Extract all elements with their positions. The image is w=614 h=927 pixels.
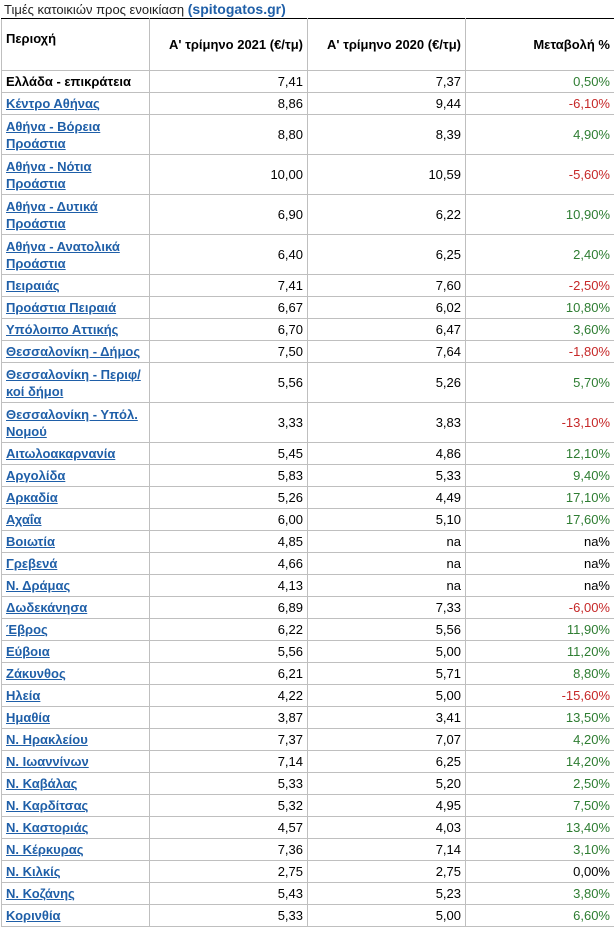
value-2020-cell: 9,44	[308, 93, 466, 115]
region-link[interactable]: Θεσσαλονίκη - Δήμος	[6, 344, 140, 359]
change-cell: 17,60%	[466, 509, 614, 531]
value-2020-cell: 3,41	[308, 707, 466, 729]
region-link[interactable]: Ν. Κοζάνης	[6, 886, 75, 901]
region-cell[interactable]	[2, 115, 150, 155]
region-cell[interactable]	[2, 795, 150, 817]
change-cell: -6,10%	[466, 93, 614, 115]
value-2020-cell: na	[308, 531, 466, 553]
change-cell: 14,20%	[466, 751, 614, 773]
table-row	[2, 115, 614, 155]
value-2021-cell: 7,37	[150, 729, 308, 751]
change-cell: 6,60%	[466, 905, 614, 927]
region-cell[interactable]	[2, 235, 150, 275]
change-cell: -5,60%	[466, 155, 614, 195]
region-link[interactable]: Δωδεκάνησα	[6, 600, 87, 615]
change-cell: 10,80%	[466, 297, 614, 319]
value-2021-cell: 7,36	[150, 839, 308, 861]
region-cell[interactable]	[2, 443, 150, 465]
table-body	[2, 71, 614, 927]
change-cell: 11,20%	[466, 641, 614, 663]
region-link[interactable]: Ν. Δράμας	[6, 578, 70, 593]
region-cell[interactable]	[2, 619, 150, 641]
value-2020-cell: 5,20	[308, 773, 466, 795]
region-link[interactable]: Προάστια Πειραιά	[6, 300, 116, 315]
table-row	[2, 275, 614, 297]
region-cell[interactable]	[2, 641, 150, 663]
table-row	[2, 663, 614, 685]
change-cell: 0,50%	[466, 71, 614, 93]
value-2020-cell: 5,00	[308, 685, 466, 707]
change-cell: na%	[466, 531, 614, 553]
table-row	[2, 729, 614, 751]
region-cell[interactable]	[2, 363, 150, 403]
value-2021-cell: 6,00	[150, 509, 308, 531]
table-row	[2, 905, 614, 927]
region-cell[interactable]	[2, 905, 150, 927]
change-cell: 3,80%	[466, 883, 614, 905]
value-2021-cell: 6,40	[150, 235, 308, 275]
region-cell[interactable]	[2, 663, 150, 685]
value-2020-cell: 2,75	[308, 861, 466, 883]
value-2020-cell: 5,26	[308, 363, 466, 403]
region-cell[interactable]	[2, 531, 150, 553]
region-cell[interactable]	[2, 155, 150, 195]
table-row	[2, 403, 614, 443]
region-link[interactable]: Βοιωτία	[6, 534, 55, 549]
value-2021-cell: 4,85	[150, 531, 308, 553]
value-2021-cell: 5,32	[150, 795, 308, 817]
value-2021-cell: 6,70	[150, 319, 308, 341]
change-cell: -13,10%	[466, 403, 614, 443]
value-2021-cell: 5,83	[150, 465, 308, 487]
region-cell[interactable]	[2, 553, 150, 575]
region-cell[interactable]	[2, 93, 150, 115]
region-cell[interactable]	[2, 465, 150, 487]
region-cell[interactable]	[2, 509, 150, 531]
change-cell: na%	[466, 575, 614, 597]
header-change: Μεταβολή %	[466, 19, 614, 71]
change-cell: 12,10%	[466, 443, 614, 465]
change-cell: -15,60%	[466, 685, 614, 707]
value-2020-cell: 4,95	[308, 795, 466, 817]
region-cell[interactable]	[2, 195, 150, 235]
value-2020-cell: 6,02	[308, 297, 466, 319]
region-link[interactable]: Ν. Καστοριάς	[6, 820, 88, 835]
region-cell[interactable]	[2, 883, 150, 905]
region-link[interactable]: Εύβοια	[6, 644, 50, 659]
value-2021-cell: 6,67	[150, 297, 308, 319]
region-cell[interactable]	[2, 275, 150, 297]
table-row	[2, 641, 614, 663]
table-row	[2, 297, 614, 319]
region-cell[interactable]	[2, 839, 150, 861]
change-cell: na%	[466, 553, 614, 575]
value-2020-cell: 5,33	[308, 465, 466, 487]
value-2021-cell: 4,57	[150, 817, 308, 839]
page-title	[0, 0, 614, 18]
table-row	[2, 443, 614, 465]
value-2020-cell: 5,00	[308, 641, 466, 663]
source-link[interactable]: (spitogatos.gr)	[188, 1, 286, 17]
table-row	[2, 707, 614, 729]
change-cell: 3,60%	[466, 319, 614, 341]
change-cell: 7,50%	[466, 795, 614, 817]
region-cell[interactable]	[2, 707, 150, 729]
region-cell[interactable]	[2, 319, 150, 341]
rent-prices-table	[1, 18, 614, 927]
table-row	[2, 817, 614, 839]
change-cell: -6,00%	[466, 597, 614, 619]
table-row	[2, 597, 614, 619]
table-row	[2, 465, 614, 487]
value-2021-cell: 7,14	[150, 751, 308, 773]
value-2020-cell: 6,25	[308, 235, 466, 275]
region-cell[interactable]	[2, 575, 150, 597]
region-cell[interactable]	[2, 597, 150, 619]
table-row	[2, 839, 614, 861]
value-2021-cell: 8,80	[150, 115, 308, 155]
value-2020-cell: 7,14	[308, 839, 466, 861]
region-link[interactable]: Αθήνα - Βόρεια Προάστια	[6, 119, 100, 151]
region-link[interactable]: Ν. Ηρακλείου	[6, 732, 88, 747]
region-link[interactable]: Αρκαδία	[6, 490, 58, 505]
change-cell: 2,50%	[466, 773, 614, 795]
region-link[interactable]: Κέντρο Αθήνας	[6, 96, 100, 111]
table-row	[2, 235, 614, 275]
table-row	[2, 195, 614, 235]
region-link[interactable]: Αθήνα - Δυτικά Προάστια	[6, 199, 98, 231]
change-cell: 9,40%	[466, 465, 614, 487]
value-2021-cell: 6,90	[150, 195, 308, 235]
value-2020-cell: 7,60	[308, 275, 466, 297]
region-cell[interactable]	[2, 297, 150, 319]
header-q1-2021: Α' τρίμηνο 2021 (€/τμ)	[150, 19, 308, 71]
table-row	[2, 319, 614, 341]
value-2020-cell: na	[308, 575, 466, 597]
region-cell: Ελλάδα - επικράτεια	[2, 71, 150, 93]
change-cell: 11,90%	[466, 619, 614, 641]
value-2020-cell: 4,86	[308, 443, 466, 465]
value-2020-cell: na	[308, 553, 466, 575]
table-row	[2, 363, 614, 403]
region-link[interactable]: Ν. Καβάλας	[6, 776, 77, 791]
change-cell: 0,00%	[466, 861, 614, 883]
region-link[interactable]: Αχαΐα	[6, 512, 42, 527]
region-link[interactable]: Ηλεία	[6, 688, 40, 703]
value-2021-cell: 3,87	[150, 707, 308, 729]
change-cell: 13,50%	[466, 707, 614, 729]
table-row	[2, 773, 614, 795]
value-2021-cell: 7,41	[150, 71, 308, 93]
table-row	[2, 883, 614, 905]
value-2021-cell: 5,33	[150, 905, 308, 927]
value-2021-cell: 7,50	[150, 341, 308, 363]
table-row	[2, 685, 614, 707]
change-cell: 4,90%	[466, 115, 614, 155]
value-2020-cell: 3,83	[308, 403, 466, 443]
region-cell[interactable]	[2, 341, 150, 363]
value-2020-cell: 10,59	[308, 155, 466, 195]
table-row	[2, 341, 614, 363]
region-link[interactable]: Ν. Κέρκυρας	[6, 842, 84, 857]
value-2021-cell: 5,43	[150, 883, 308, 905]
value-2020-cell: 6,25	[308, 751, 466, 773]
change-cell: -1,80%	[466, 341, 614, 363]
table-row	[2, 795, 614, 817]
change-cell: 3,10%	[466, 839, 614, 861]
change-cell: 4,20%	[466, 729, 614, 751]
value-2020-cell: 7,33	[308, 597, 466, 619]
value-2021-cell: 6,89	[150, 597, 308, 619]
region-link[interactable]: Ν. Κιλκίς	[6, 864, 60, 879]
value-2021-cell: 4,22	[150, 685, 308, 707]
value-2020-cell: 5,10	[308, 509, 466, 531]
change-cell: 2,40%	[466, 235, 614, 275]
table-row	[2, 71, 614, 93]
value-2020-cell: 4,49	[308, 487, 466, 509]
region-cell[interactable]	[2, 817, 150, 839]
value-2021-cell: 3,33	[150, 403, 308, 443]
table-row	[2, 553, 614, 575]
region-cell[interactable]	[2, 729, 150, 751]
change-cell: 17,10%	[466, 487, 614, 509]
region-cell[interactable]	[2, 773, 150, 795]
value-2020-cell: 7,37	[308, 71, 466, 93]
value-2021-cell: 10,00	[150, 155, 308, 195]
value-2021-cell: 5,45	[150, 443, 308, 465]
header-region: Περιοχή	[2, 19, 150, 71]
change-cell: 13,40%	[466, 817, 614, 839]
region-link[interactable]: Αργολίδα	[6, 468, 65, 483]
region-cell[interactable]	[2, 685, 150, 707]
change-cell: 8,80%	[466, 663, 614, 685]
table-row	[2, 861, 614, 883]
value-2021-cell: 4,13	[150, 575, 308, 597]
value-2020-cell: 5,71	[308, 663, 466, 685]
region-cell[interactable]	[2, 751, 150, 773]
region-link[interactable]: Πειραιάς	[6, 278, 60, 293]
table-row	[2, 619, 614, 641]
value-2021-cell: 8,86	[150, 93, 308, 115]
region-link[interactable]: Υπόλοιπο Αττικής	[6, 322, 118, 337]
value-2021-cell: 7,41	[150, 275, 308, 297]
table-row	[2, 751, 614, 773]
value-2020-cell: 4,03	[308, 817, 466, 839]
region-link[interactable]: Θεσσαλονίκη - Περιφ/κοί δήμοι	[6, 367, 141, 399]
value-2020-cell: 6,22	[308, 195, 466, 235]
region-link[interactable]: Αθήνα - Νότια Προάστια	[6, 159, 92, 191]
table-row	[2, 487, 614, 509]
title-text: Τιμές κατοικιών προς ενοικίαση	[4, 2, 188, 17]
value-2021-cell: 2,75	[150, 861, 308, 883]
value-2020-cell: 5,23	[308, 883, 466, 905]
value-2020-cell: 7,64	[308, 341, 466, 363]
region-link[interactable]: Ζάκυνθος	[6, 666, 66, 681]
value-2020-cell: 8,39	[308, 115, 466, 155]
header-q1-2020: Α' τρίμηνο 2020 (€/τμ)	[308, 19, 466, 71]
value-2021-cell: 5,33	[150, 773, 308, 795]
table-header-row	[2, 19, 614, 71]
value-2020-cell: 6,47	[308, 319, 466, 341]
table-row	[2, 509, 614, 531]
change-cell: -2,50%	[466, 275, 614, 297]
table-row	[2, 531, 614, 553]
region-link[interactable]: Γρεβενά	[6, 556, 57, 571]
region-cell[interactable]	[2, 861, 150, 883]
value-2020-cell: 5,00	[308, 905, 466, 927]
region-cell[interactable]	[2, 403, 150, 443]
value-2021-cell: 4,66	[150, 553, 308, 575]
value-2021-cell: 6,21	[150, 663, 308, 685]
value-2020-cell: 5,56	[308, 619, 466, 641]
region-link[interactable]: Θεσσαλονίκη - Υπόλ. Νομού	[6, 407, 138, 439]
region-link[interactable]: Ν. Ιωαννίνων	[6, 754, 89, 769]
table-row	[2, 155, 614, 195]
change-cell: 5,70%	[466, 363, 614, 403]
value-2021-cell: 5,56	[150, 641, 308, 663]
value-2020-cell: 7,07	[308, 729, 466, 751]
region-link[interactable]: Έβρος	[6, 622, 48, 637]
region-cell[interactable]	[2, 487, 150, 509]
table-row	[2, 575, 614, 597]
region-link[interactable]: Αιτωλοακαρνανία	[6, 446, 115, 461]
region-link[interactable]: Αθήνα - Ανατολικά Προάστια	[6, 239, 120, 271]
region-link[interactable]: Ημαθία	[6, 710, 50, 725]
table-row	[2, 93, 614, 115]
change-cell: 10,90%	[466, 195, 614, 235]
region-link[interactable]: Ν. Καρδίτσας	[6, 798, 88, 813]
value-2021-cell: 5,26	[150, 487, 308, 509]
region-link[interactable]: Κορινθία	[6, 908, 61, 923]
value-2021-cell: 5,56	[150, 363, 308, 403]
value-2021-cell: 6,22	[150, 619, 308, 641]
